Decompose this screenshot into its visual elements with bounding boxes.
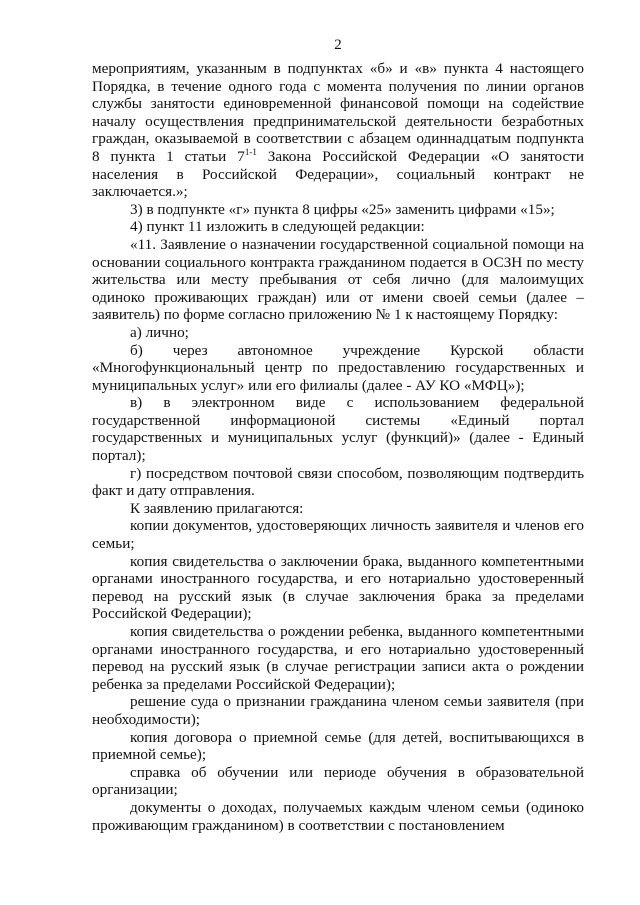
attachment-item: документы о доходах, получаемых каждым членом семьи (одиноко проживающим гражданином) в соответствии с постановлением [92, 798, 584, 834]
paragraph-amendment-3: 3) в подпункте «г» пункта 8 цифры «25» заменить цифрами «15»; [130, 200, 555, 218]
document-body [92, 60, 584, 834]
paragraph-continuation [92, 60, 584, 201]
attachment-item: справка об обучении или периоде обучения в образовательной организации; [92, 763, 584, 799]
attachment-item: копии документов, удостоверяющих личность заявителя и членов его семьи; [92, 517, 584, 553]
paragraph-text: мероприятиям, указанным в подпунктах «б» и «в» пункта 4 настоящего Порядка, в течение одного года с момента получения по линии органов службы занятости единовременной финансовой помощи на содействие началу осуществления предпринимательской деятельности безработных граждан, оказываемой в соответствии с абзацем одиннадцатым подпункта 8 пункта 1 статьи 7 [92, 60, 584, 165]
paragraph-clause-11: «11. Заявление о назначении государственной социальной помощи на основании социального контракта гражданином подается в ОСЗН по месту жительства или месту пребывания от себя лично (для малоимущих одиноко проживающих граждан) или от имени своей семьи (далее – заявитель) по форме согласно приложению № 1 к настоящему Порядку: [92, 235, 584, 324]
paragraph-text-tail: Закона Российской Федерации «О занятости населения в Российской Федерации», социальный контракт не заключается.»; [92, 147, 584, 201]
list-item-v: в) в электронном виде с использованием федеральной государственной информационой системы «Единый портал государственных и муниципальных услуг (функций)» (далее - Единый портал); [92, 394, 584, 465]
attachment-item: решение суда о признании гражданина членом семьи заявителя (при необходимости); [92, 693, 584, 728]
attachment-item: копия договора о приемной семье (для детей, воспитывающихся в приемной семье); [92, 728, 584, 764]
paragraph-amendment-4: 4) пункт 11 изложить в следующей редакции: [130, 218, 425, 236]
list-item-b: б) через автономное учреждение Курской области «Многофункциональный центр по предоставлению государственных и муниципальных услуг» или его филиалы (далее - АУ КО «МФЦ»); [92, 341, 584, 394]
attachment-item: копия свидетельства о рождении ребенка, выданного компетентными органами иностранного государства, и его нотариально удостоверенный перевод на русский язык (в случае регистрации записи акта о рождении ребенка за пределами Российской Федерации); [92, 623, 584, 693]
list-item-g: г) посредством почтовой связи способом, позволяющим подтвердить факт и дату отправления. [92, 464, 584, 500]
list-item-a: а) лично; [130, 323, 189, 341]
attachment-item: копия свидетельства о заключении брака, выданного компетентными органами иностранного государства, и его нотариально удостоверенный перевод на русский язык (в случае заключения брака за пределами Российской Федерации); [92, 552, 584, 623]
superscript-article-number: 1-1 [244, 146, 257, 157]
page-number: 2 [334, 37, 342, 53]
paragraph-attachments-heading: К заявлению прилагаются: [130, 499, 304, 517]
